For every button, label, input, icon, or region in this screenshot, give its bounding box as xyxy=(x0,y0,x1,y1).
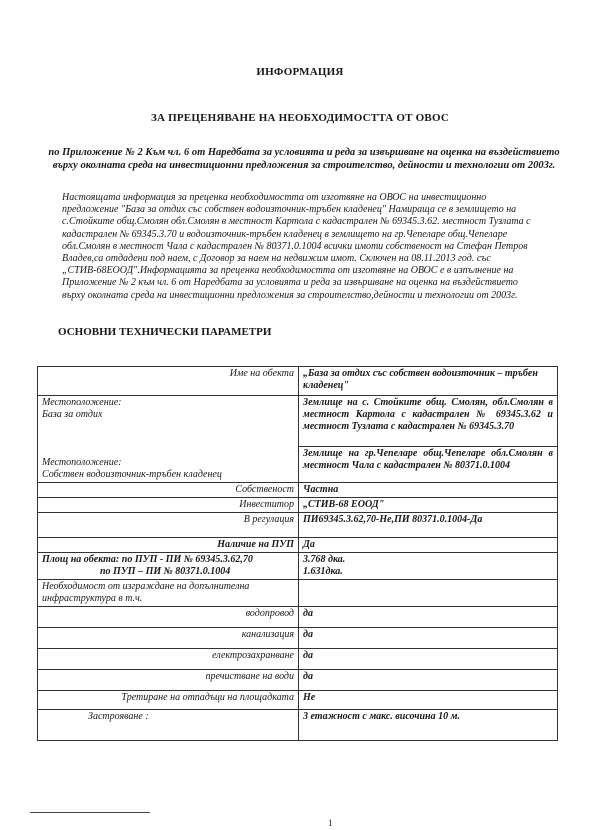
infrastructure-label: Необходимост от изграждане на допълнителна инфраструктура в т.ч. xyxy=(38,580,299,607)
location-cell xyxy=(38,396,299,483)
regulation-label: В регулация xyxy=(38,513,299,538)
table-row xyxy=(38,691,558,710)
object-name-value: „База за отдих със собствен водоизточник – тръбен кладенец" xyxy=(299,367,558,396)
object-name-label: Име на обекта xyxy=(38,367,299,396)
investor-value: „СТИВ-68 ЕООД" xyxy=(299,498,558,513)
table-row xyxy=(38,513,558,538)
water-value: да xyxy=(299,607,558,628)
footer-divider xyxy=(30,812,150,813)
table-row xyxy=(38,498,558,513)
location1-label: Местоположение: xyxy=(42,397,122,408)
section-heading: ОСНОВНИ ТЕХНИЧЕСКИ ПАРАМЕТРИ xyxy=(58,326,272,338)
table-row xyxy=(38,538,558,553)
table-row xyxy=(38,580,558,607)
area-label-cell xyxy=(38,553,299,580)
area-value-1: 3.768 дка. xyxy=(303,554,346,565)
area-label-2: по ПУП – ПИ № 80371.0.1004 xyxy=(100,566,231,577)
technical-parameters-table xyxy=(37,366,558,741)
table-row xyxy=(38,670,558,691)
building-label: Застрояване : xyxy=(38,710,299,741)
location2-sub: Собствен водоизточник-тръбен кладенец xyxy=(42,469,222,480)
investor-label: Инвеститор xyxy=(38,498,299,513)
intro-paragraph: Настоящата информация за преценка необходимостта от изготвяне на ОВОС на инвестиционно предложение "База за отдих със собствен водоизточник-тръбен кладенец" Намираща се в землището на с.Стойките общ.Смолян обл.Смолян в местност Картола с кадастрален № 69345.3.62. местност Тузлата с кадастрален № 69345.3.70 и водоизточник-тръбен кладенец в землището на гр.Чепеларе общ.Чепеларе обл.Смолян в местност Чала с кадастрален № 80371.0.1004 всички имоти собственост на Стефан Петров Владев,са отдадени под наем, с Договор за наем на недвижим имот. Сключен на 08.11.2013 год. със „СТИВ-68ЕООД".Информацията за преценка необходимостта от изготвяне на ОВОС е в изпълнение на Приложение № 2 към чл. 6 от Наредбата за условията и реда за извършване на оценка на въздействието върху околната среда на инвестиционни предложения за строителство,дейности и технологии от 2003г. xyxy=(62,192,531,301)
ownership-value: Частна xyxy=(299,483,558,498)
power-value: да xyxy=(299,649,558,670)
table-row xyxy=(38,367,558,396)
area-value-2: 1.631дка. xyxy=(303,566,343,577)
regulation-value: ПИ69345.3.62,70-Не,ПИ 80371.0.1004-Да xyxy=(299,513,558,538)
table-row xyxy=(38,553,558,580)
ownership-label: Собственост xyxy=(38,483,299,498)
pup-label: Наличие на ПУП xyxy=(38,538,299,553)
building-value: 3 етажност с макс. височина 10 м. xyxy=(299,710,558,741)
location1-value: Землище на с. Стойките общ. Смолян, обл.Смолян в местност Картола с кадастрален № 69345.3.62 и местност Тузлата с кадастрален № 69345.3.70 xyxy=(299,396,558,447)
location2-label: Местоположение: xyxy=(42,457,122,468)
page-number: 1 xyxy=(328,818,333,828)
area-value-cell xyxy=(299,553,558,580)
document-subtitle: ЗА ПРЕЦЕНЯВАНЕ НА НЕОБХОДИМОСТТА ОТ ОВОС xyxy=(151,112,449,124)
table-row xyxy=(38,628,558,649)
document-title: ИНФОРМАЦИЯ xyxy=(256,66,344,78)
area-label-1: Площ на обекта: по ПУП - ПИ № 69345.3.62,70 xyxy=(42,554,253,565)
water-label: водопровод xyxy=(38,607,299,628)
power-label: електрозахранване xyxy=(38,649,299,670)
table-row xyxy=(38,607,558,628)
treatment-label: пречистване на води xyxy=(38,670,299,691)
waste-value: Не xyxy=(299,691,558,710)
treatment-value: да xyxy=(299,670,558,691)
location2-value: Землище на гр.Чепеларе общ.Чепеларе обл.Смолян в местност Чала с кадастрален № 80371.0.1004 xyxy=(299,447,558,483)
table-row xyxy=(38,649,558,670)
sewer-label: канализация xyxy=(38,628,299,649)
table-row xyxy=(38,710,558,741)
sewer-value: да xyxy=(299,628,558,649)
table-row xyxy=(38,396,558,447)
waste-label: Третиране на отпадъци на площадката xyxy=(38,691,299,710)
location1-sub: База за отдих xyxy=(42,409,103,420)
pup-value: Да xyxy=(299,538,558,553)
table-row xyxy=(38,483,558,498)
regulation-reference: по Приложение № 2 Към чл. 6 от Наредбата за условията и реда за извършване на оценка на въздействието върху околната среда на инвестиционни предложения за строителство, дейности и технологии от 2003г. xyxy=(48,147,560,171)
